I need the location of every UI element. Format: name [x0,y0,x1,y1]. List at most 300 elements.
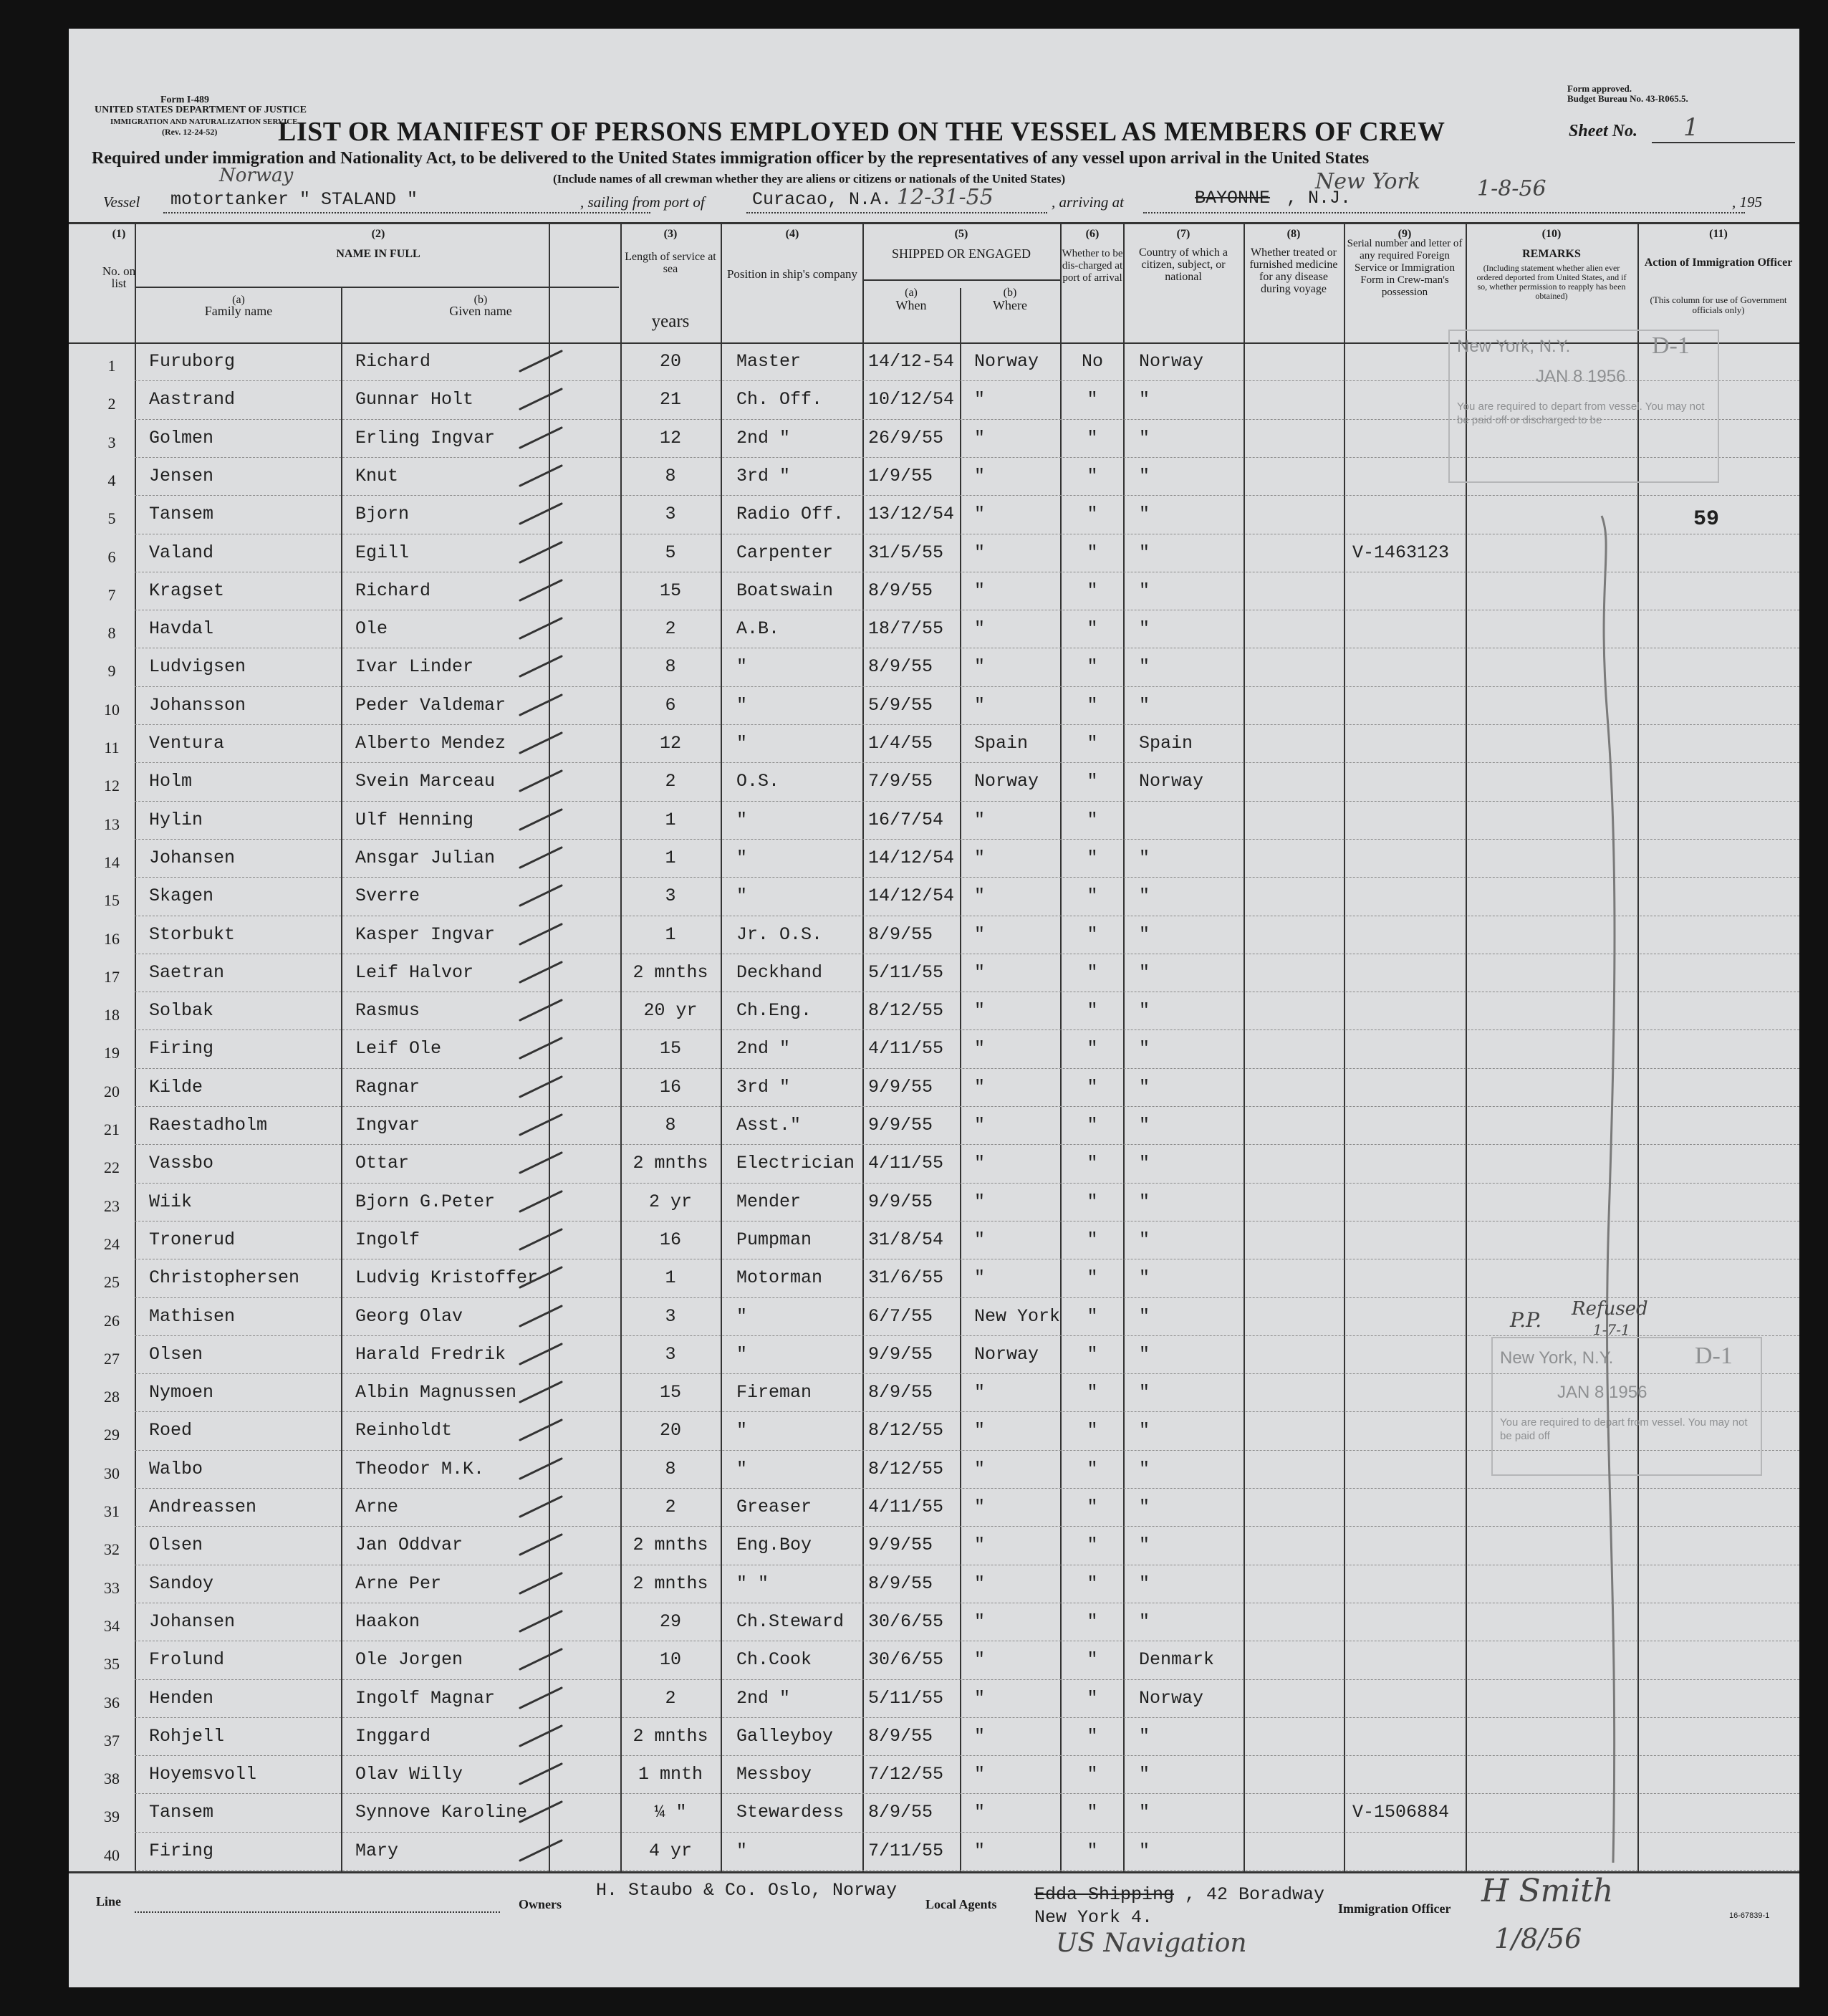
vessel-underline [163,212,650,213]
cell-service-length: 8 [665,656,676,678]
cell-family-name: Furuborg [149,351,236,372]
col-2-number: (2) [371,228,385,240]
cell-given-name: Leif Ole [355,1038,442,1060]
cell-position: 3rd " [736,1076,791,1098]
cell-discharged: " [1087,1305,1098,1327]
check-mark-icon [517,881,567,910]
cell-country: " [1139,427,1150,448]
stamp-code: D-1 [1652,332,1690,359]
footer-officer-date: 1/8/56 [1494,1923,1582,1954]
cell-shipped-when: 8/9/55 [868,1573,933,1594]
cell-family-name: Jensen [149,465,214,486]
stamp-date: JAN 8 1956 [1536,367,1626,386]
col-1-number: (1) [112,228,126,240]
cell-discharged: " [1087,1000,1098,1022]
cell-shipped-where: Norway [974,1343,1039,1365]
cell-discharged: " [1087,465,1098,486]
table-row-divider [135,762,1799,763]
cell-shipped-where: " [974,618,986,640]
check-mark-icon [517,1454,567,1483]
cell-family-name: Christophersen [149,1267,300,1289]
cell-country: " [1139,1611,1150,1632]
check-mark-icon [517,1378,567,1406]
row-number: 28 [104,1388,120,1406]
cell-discharged: " [1087,961,1098,983]
check-mark-icon [517,1797,567,1826]
check-mark-icon [517,614,567,643]
cell-service-length: 20 yr [643,1000,698,1022]
cell-shipped-where: " [974,694,986,716]
cell-shipped-where: " [974,504,986,525]
cell-shipped-when: 8/9/55 [868,1802,933,1823]
check-mark-icon [517,1148,567,1177]
table-row-divider [135,839,1799,840]
cell-shipped-when: 9/9/55 [868,1535,933,1556]
cell-shipped-when: 5/9/55 [868,694,933,716]
cell-shipped-when: 30/6/55 [868,1611,944,1632]
cell-shipped-when: 10/12/54 [868,389,955,411]
stamp-text: You are required to depart from vessel. You may not be paid off [1500,1416,1748,1442]
check-mark-icon [517,1645,567,1674]
cell-shipped-when: 9/9/55 [868,1343,933,1365]
cell-discharged: No [1081,351,1103,372]
col-8-header: Whether treated or furnished medicine for any disease during voyage [1249,246,1338,295]
col-9-header: Serial number and letter of any required Foreign Service or Immigration Form in Crew-man's possession [1347,238,1463,298]
cell-family-name: Skagen [149,885,214,907]
col-4-header: Position in ship's company [726,267,858,281]
cell-shipped-when: 8/9/55 [868,923,933,945]
cell-country: " [1139,1382,1150,1403]
cell-discharged: " [1087,542,1098,563]
col-9-number: (9) [1398,228,1412,240]
cell-discharged: " [1087,809,1098,830]
cell-country: " [1139,1115,1150,1136]
cell-family-name: Vassbo [149,1153,214,1174]
cell-service-length: 29 [659,1611,681,1632]
cell-service-length: 8 [665,465,676,486]
table-row-divider [135,686,1799,687]
check-mark-icon [517,423,567,452]
cell-family-name: Ludvigsen [149,656,246,678]
footer-owners-label: Owners [519,1897,562,1911]
cell-country: " [1139,1267,1150,1289]
cell-shipped-where: " [974,847,986,868]
form-approved: Form approved. [1567,83,1632,94]
cell-family-name: Kragset [149,580,225,601]
cell-country: Norway [1139,1687,1204,1709]
check-mark-icon [517,1034,567,1062]
cell-position: Deckhand [736,961,823,983]
col-2b-letter: (b) [473,294,488,306]
row-number: 3 [107,433,116,451]
cell-family-name: Olsen [149,1343,203,1365]
table-row-divider [135,1832,1799,1833]
sailing-underline [746,212,1047,213]
cell-given-name: Knut [355,465,399,486]
cell-given-name: Bjorn G.Peter [355,1191,496,1212]
cell-shipped-when: 30/6/55 [868,1649,944,1671]
cell-discharged: " [1087,733,1098,754]
cell-given-name: Rasmus [355,1000,420,1022]
cell-given-name: Harald Fredrik [355,1343,506,1365]
cell-discharged: " [1087,1420,1098,1441]
cell-position: " [736,1458,748,1479]
cell-shipped-when: 8/9/55 [868,1725,933,1747]
cell-service-length: 2 [665,1497,676,1517]
cell-position: " [736,694,748,716]
cell-shipped-when: 9/9/55 [868,1076,933,1098]
footer-owners-value: H. Staubo & Co. Oslo, Norway [596,1880,898,1901]
cell-discharged: " [1087,1229,1098,1250]
department-name: UNITED STATES DEPARTMENT OF JUSTICE [95,105,307,115]
cell-family-name: Rohjell [149,1725,225,1747]
cell-family-name: Johansson [149,694,246,716]
cell-service-length: 1 [665,923,676,945]
cell-position: Radio Off. [736,504,845,525]
column-divider [341,288,342,1871]
cell-given-name: Alberto Mendez [355,733,506,754]
stamp-city: New York, N.Y. [1457,337,1571,356]
row-number: 10 [104,700,120,719]
cell-country: " [1139,1725,1150,1747]
cell-service-length: 1 [665,1267,676,1289]
row-number: 5 [107,509,116,528]
vessel-name: motortanker " STALAND " [170,189,418,210]
cell-country: " [1139,1038,1150,1060]
cell-country: Norway [1139,351,1204,372]
cell-given-name: Theodor M.K. [355,1458,485,1479]
arriving-state: , N.J. [1286,188,1352,208]
check-mark-icon [517,1416,567,1444]
cell-position: A.B. [736,618,780,640]
arriving-label: , arriving at [1052,193,1124,211]
cell-given-name: Georg Olav [355,1305,463,1327]
table-row-divider [135,1183,1799,1184]
cell-given-name: Ottar [355,1153,410,1174]
service-name: IMMIGRATION AND NATURALIZATION SERVICE [110,117,298,126]
cell-shipped-where: " [974,1420,986,1441]
cell-position: O.S. [736,771,780,792]
row-number: 2 [107,395,116,413]
stamp-city: New York, N.Y. [1500,1348,1614,1368]
cell-shipped-when: 14/12/54 [868,885,955,907]
check-mark-icon [517,1340,567,1368]
row-number: 40 [104,1845,120,1864]
row-number: 30 [104,1464,120,1482]
cell-discharged: " [1087,1687,1098,1709]
row-number: 14 [104,853,120,871]
cell-position: " [736,1305,748,1327]
cell-shipped-when: 31/8/54 [868,1229,944,1250]
footer-agents-label: Local Agents [925,1897,997,1911]
row-number: 12 [104,777,120,795]
row-number: 35 [104,1655,120,1674]
cell-family-name: Golmen [149,427,214,448]
cell-service-length: 1 [665,809,676,830]
column-divider [1344,224,1345,1871]
cell-shipped-when: 31/5/55 [868,542,944,563]
cell-shipped-where: " [974,1382,986,1403]
cell-service-length: 4 yr [648,1840,692,1861]
cell-shipped-where: " [974,1840,986,1861]
cell-shipped-where: " [974,656,986,678]
cell-country: " [1139,1153,1150,1174]
cell-service-length: 2 [665,618,676,640]
cell-family-name: Johansen [149,847,236,868]
form-subnote: (Include names of all crewman whether they are aliens or citizens or nationals of the United States) [553,172,1066,186]
cell-position: Jr. O.S. [736,923,823,945]
cell-service-length: 15 [659,1382,681,1403]
cell-service-length: 2 [665,771,676,792]
cell-shipped-where: " [974,1000,986,1022]
table-row-divider [135,801,1799,802]
cell-discharged: " [1087,1343,1098,1365]
cell-shipped-where: " [974,1497,986,1517]
cell-country: " [1139,580,1150,601]
col-4-number: (4) [785,228,799,240]
cell-shipped-when: 8/9/55 [868,656,933,678]
check-mark-icon [517,1760,567,1788]
cell-shipped-when: 1/4/55 [868,733,933,754]
check-mark-icon [517,958,567,987]
check-mark-icon [517,461,567,490]
cell-service-length: 3 [665,885,676,907]
footer-line-underline [135,1911,500,1913]
cell-service-length: 5 [665,542,676,563]
column-divider [721,224,722,1871]
immigration-stamp [1448,330,1719,483]
cell-discharged: " [1087,504,1098,525]
check-mark-icon [517,1187,567,1216]
column-divider [960,288,961,1871]
arriving-port: BAYONNE [1195,188,1271,208]
col-6-header: Whether to be dis-charged at port of arrival [1062,248,1123,284]
cell-position: " [736,1840,748,1861]
cell-position: Ch.Steward [736,1611,845,1632]
check-mark-icon [517,538,567,567]
cell-discharged: " [1087,885,1098,907]
cell-shipped-where: " [974,389,986,411]
cell-shipped-where: " [974,1115,986,1136]
cell-discharged: " [1087,1611,1098,1632]
cell-family-name: Sandoy [149,1573,214,1594]
check-mark-icon [517,1225,567,1254]
cell-discharged: " [1087,1573,1098,1594]
col-8-number: (8) [1286,228,1301,240]
cell-shipped-when: 4/11/55 [868,1153,944,1174]
cell-country: " [1139,1802,1150,1823]
cell-shipped-when: 8/9/55 [868,1382,933,1403]
cell-shipped-where: Norway [974,351,1039,372]
check-mark-icon [517,1722,567,1750]
sheet-number-line [1652,142,1795,143]
footer-agents-handwritten: US Navigation [1056,1929,1247,1958]
cell-discharged: " [1087,1497,1098,1517]
cell-position: Ch.Cook [736,1649,812,1671]
cell-given-name: Gunnar Holt [355,389,474,411]
col-6-number: (6) [1085,228,1100,240]
table-row-divider [135,724,1799,725]
row-number: 24 [104,1234,120,1253]
row-number: 29 [104,1426,120,1444]
cell-given-name: Ole Jorgen [355,1649,463,1671]
cell-service-length: 8 [665,1115,676,1136]
cell-country: " [1139,465,1150,486]
cell-shipped-where: " [974,1076,986,1098]
cell-shipped-when: 8/12/55 [868,1458,944,1479]
check-mark-icon [517,499,567,528]
cell-family-name: Hylin [149,809,203,830]
cell-position: Greaser [736,1497,812,1517]
col-10-note: (Including statement whether alien ever ordered deported from United States, and if so, whether permission to reapply has been obtained) [1476,263,1627,301]
cell-shipped-when: 8/12/55 [868,1420,944,1441]
table-row-divider [135,1717,1799,1718]
cell-service-length: 1 [665,847,676,868]
refused-date-handwritten: 1-7-1 [1593,1321,1630,1338]
cell-position: Pumpman [736,1229,812,1250]
cell-discharged: " [1087,847,1098,868]
check-mark-icon [517,1263,567,1292]
cell-shipped-when: 8/12/55 [868,1000,944,1022]
cell-family-name: Firing [149,1840,214,1861]
cell-service-length: 20 [659,1420,681,1441]
check-mark-icon [517,1684,567,1712]
cell-position: Ch. Off. [736,389,823,411]
cell-family-name: Andreassen [149,1497,257,1517]
cell-family-name: Tansem [149,504,214,525]
sailing-port: Curacao, N.A. [752,189,893,210]
cell-shipped-when: 7/11/55 [868,1840,944,1861]
col-2a-header: Family name [204,304,273,318]
cell-given-name: Kasper Ingvar [355,923,496,945]
vessel-flag-handwritten: Norway [219,165,294,186]
crew-count: 59 [1693,507,1720,532]
check-mark-icon [517,576,567,605]
col-7-header: Country of which a citizen, subject, or national [1139,246,1228,283]
pp-handwritten: P.P. [1510,1308,1542,1332]
col-11-number: (11) [1709,228,1728,240]
manifest-sheet [69,29,1799,1987]
sailing-date-handwritten: 12-31-55 [897,185,994,210]
cell-given-name: Egill [355,542,410,563]
cell-given-name: Reinholdt [355,1420,453,1441]
col-5-divider [862,279,1060,281]
row-number: 17 [104,967,120,986]
col-10-header: REMARKS [1522,248,1581,260]
cell-given-name: Synnove Karoline [355,1802,528,1823]
cell-shipped-when: 14/12/54 [868,847,955,868]
cell-position: " [736,847,748,868]
cell-position: Asst." [736,1115,802,1136]
row-number: 33 [104,1578,120,1597]
cell-service-length: 6 [665,694,676,716]
cell-shipped-when: 8/9/55 [868,580,933,601]
footer-agents-struck: Edda Shipping [1034,1884,1175,1905]
cell-family-name: Valand [149,542,214,563]
cell-discharged: " [1087,1382,1098,1403]
cell-country: " [1139,1076,1150,1098]
cell-serial-number: V-1463123 [1352,542,1450,563]
check-mark-icon [517,729,567,757]
cell-family-name: Aastrand [149,389,236,411]
cell-country: " [1139,656,1150,678]
table-row-divider [135,877,1799,878]
vessel-label: Vessel [103,193,140,211]
cell-given-name: Arne [355,1497,399,1517]
cell-discharged: " [1087,1076,1098,1098]
cell-position: 2nd " [736,1687,791,1709]
cell-discharged: " [1087,1840,1098,1861]
cell-given-name: Ingolf Magnar [355,1687,496,1709]
print-code: 16-67839-1 [1729,1911,1770,1920]
cell-position: Master [736,351,802,372]
row-number: 6 [107,547,116,566]
cell-shipped-where: " [974,1038,986,1060]
check-mark-icon [517,1836,567,1865]
row-number: 39 [104,1808,120,1826]
cell-discharged: " [1087,1764,1098,1785]
cell-position: Carpenter [736,542,834,563]
cell-family-name: Johansen [149,1611,236,1632]
table-row-divider [135,1106,1799,1107]
year-label: , 195 [1732,193,1762,211]
cell-given-name: Ingolf [355,1229,420,1250]
cell-family-name: Kilde [149,1076,203,1098]
check-mark-icon [517,347,567,375]
cell-position: " [736,809,748,830]
cell-position: Stewardess [736,1802,845,1823]
row-number: 32 [104,1540,120,1559]
cell-given-name: Ludvig Kristoffer [355,1267,539,1289]
stamp-code: D-1 [1695,1343,1733,1369]
cell-given-name: Erling Ingvar [355,427,496,448]
cell-discharged: " [1087,1153,1098,1174]
cell-service-length: 2 yr [648,1191,692,1212]
cell-shipped-where: " [974,580,986,601]
cell-country: " [1139,1229,1150,1250]
cell-service-length: 3 [665,1343,676,1365]
col-11-note: (This column for use of Government officials only) [1650,294,1787,315]
footer-line-label: Line [96,1894,122,1909]
cell-shipped-where: New York [974,1305,1061,1327]
cell-service-length: 15 [659,580,681,601]
refused-handwritten: Refused [1572,1298,1648,1320]
table-row-divider [135,1870,1799,1871]
col-3-number: (3) [663,228,678,240]
row-number: 37 [104,1731,120,1749]
table-top-border [69,222,1799,224]
cell-given-name: Haakon [355,1611,420,1632]
cell-country: " [1139,1535,1150,1556]
cell-family-name: Holm [149,771,193,792]
cell-shipped-when: 9/9/55 [868,1191,933,1212]
cell-family-name: Walbo [149,1458,203,1479]
cell-shipped-where: " [974,961,986,983]
col-5b-letter: (b) [1003,287,1017,299]
cell-shipped-where: " [974,1191,986,1212]
table-row-divider [135,1297,1799,1298]
cell-country: " [1139,1840,1150,1861]
cell-given-name: Leif Halvor [355,961,474,983]
cell-given-name: Richard [355,351,431,372]
cell-given-name: Ansgar Julian [355,847,496,868]
cell-family-name: Roed [149,1420,193,1441]
cell-position: " [736,1420,748,1441]
cell-service-length: 2 mnths [632,1573,708,1594]
cell-discharged: " [1087,580,1098,601]
row-number: 38 [104,1770,120,1788]
cell-discharged: " [1087,389,1098,411]
